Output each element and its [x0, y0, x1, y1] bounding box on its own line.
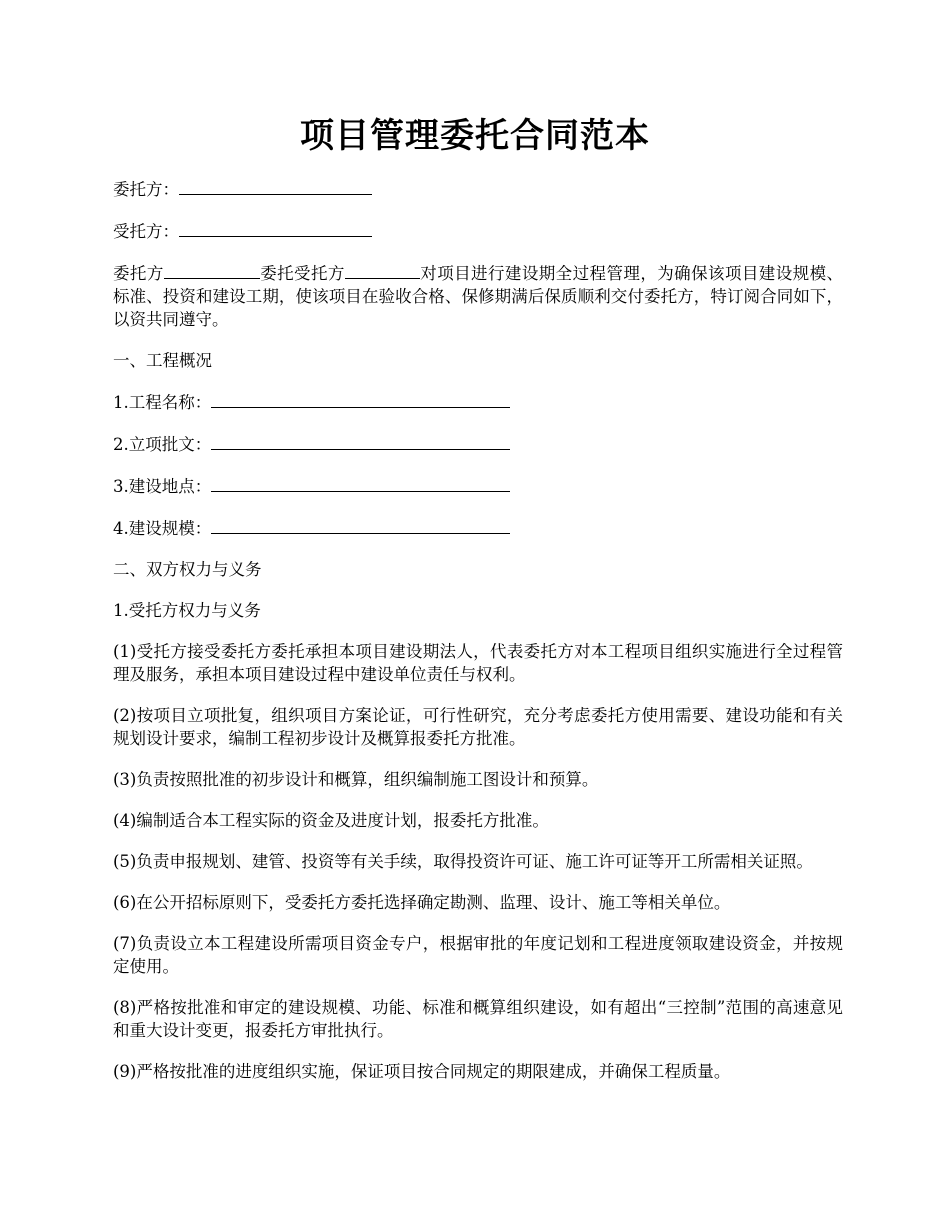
client-line: [113, 177, 843, 201]
intro-part2: 委托受托方: [259, 264, 345, 283]
project-name-line: [113, 390, 843, 414]
intro-client-blank: [164, 261, 260, 279]
client-blank: [179, 177, 372, 195]
clause-4: (4)编制适合本工程实际的资金及进度计划，报委托方批准。: [113, 811, 549, 830]
document-title: 项目管理委托合同范本: [300, 116, 650, 156]
project-name-label: 1.工程名称：: [113, 393, 212, 412]
clause-7: (7)负责设立本工程建设所需项目资金专户，根据审批的年度记划和工程进度领取建设资金，并按规定使用。: [113, 934, 843, 976]
project-name-blank: [211, 390, 510, 408]
contractor-line: [113, 219, 843, 243]
scale-blank: [211, 516, 510, 534]
section2-subheading: 1.受托方权力与义务: [113, 601, 261, 620]
location-line: [113, 474, 843, 498]
approval-label: 2.立项批文：: [113, 435, 212, 454]
client-label: 委托方：: [113, 180, 179, 199]
intro-contractor-blank: [345, 261, 420, 279]
contractor-blank: [179, 219, 372, 237]
approval-line: [113, 432, 843, 456]
location-label: 3.建设地点：: [113, 477, 212, 496]
clause-3: (3)负责按照批准的初步设计和概算，组织编制施工图设计和预算。: [113, 770, 599, 789]
clause-8: (8)严格按批准和审定的建设规模、功能、标准和概算组织建设，如有超出“三控制”范围的高速意见和重大设计变更，报委托方审批执行。: [113, 998, 843, 1040]
clause-5: (5)负责申报规划、建管、投资等有关手续，取得投资许可证、施工许可证等开工所需相关证照。: [113, 852, 813, 871]
scale-line: [113, 516, 843, 540]
location-blank: [211, 474, 510, 492]
intro-part1: 委托方: [113, 264, 164, 283]
section2-heading: 二、双方权力与义务: [113, 560, 262, 579]
clause-2: (2)按项目立项批复，组织项目方案论证，可行性研究，充分考虑委托方使用需要、建设功能和有关规划设计要求，编制工程初步设计及概算报委托方批准。: [113, 706, 843, 748]
intro-paragraph: [113, 261, 843, 331]
document-body: [113, 177, 843, 1101]
approval-blank: [211, 432, 510, 450]
intro-part3: 对项目进行建设期全过程管理，为确保该项目建设规模、标准、投资和建设工期，使该项目在验收合格、保修期满后保质顺利交付委托方，特订阅合同如下，以资共同遵守。: [113, 264, 844, 329]
scale-label: 4.建设规模：: [113, 519, 212, 538]
clause-1: (1)受托方接受委托方委托承担本项目建设期法人，代表委托方对本工程项目组织实施进行全过程管理及服务，承担本项目建设过程中建设单位责任与权利。: [113, 642, 843, 684]
section1-heading: 一、工程概况: [113, 351, 212, 370]
clause-6: (6)在公开招标原则下，受委托方委托选择确定勘测、监理、设计、施工等相关单位。: [113, 893, 731, 912]
contractor-label: 受托方：: [113, 222, 179, 241]
clause-9: (9)严格按批准的进度组织实施，保证项目按合同规定的期限建成，并确保工程质量。: [113, 1062, 731, 1081]
